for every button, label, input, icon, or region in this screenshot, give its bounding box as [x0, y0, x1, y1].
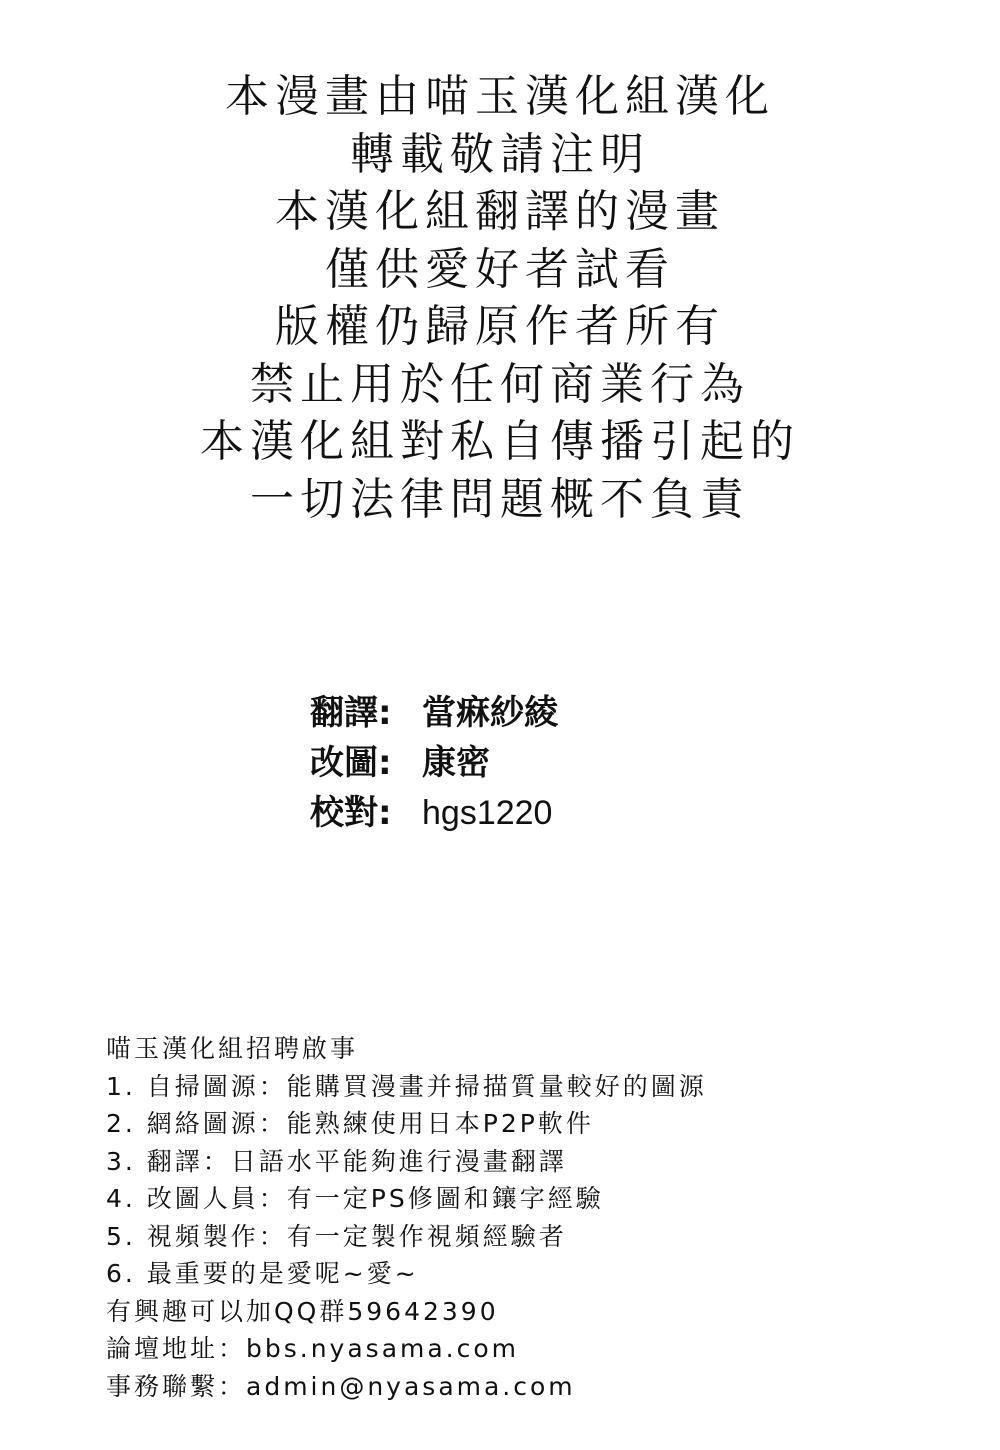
- recruit-contact-qq: 有興趣可以加QQ群59642390: [106, 1296, 499, 1326]
- credit-value: 當痳紗綾: [422, 693, 558, 733]
- credit-value: hgs1220: [422, 794, 553, 832]
- credit-label: 翻譯:: [310, 693, 392, 733]
- notice-line: 禁止用於任何商業行為: [250, 358, 750, 410]
- recruit-item: 2. 網絡圖源：能熟練使用日本P2P軟件: [106, 1109, 594, 1138]
- notice-line: 本漫畫由喵玉漢化組漢化: [225, 71, 775, 122]
- notice-line: 一切法律問題概不負責: [250, 473, 750, 525]
- credit-label: 改圖:: [310, 743, 392, 783]
- credit-translation: [310, 688, 710, 738]
- notice-line: 本漢化組翻譯的漫畫: [275, 186, 725, 237]
- credit-editing: [310, 738, 710, 788]
- recruit-item: 3. 翻譯：日語水平能夠進行漫畫翻譯: [106, 1146, 567, 1176]
- notice-line: 版權仍歸原作者所有: [275, 301, 725, 352]
- credit-proofreading: [310, 788, 710, 838]
- staff-credits: [310, 688, 710, 838]
- recruit-item: 5. 視頻製作：有一定製作視頻經驗者: [106, 1221, 567, 1251]
- notice-line: 本漢化組對私自傳播引起的: [200, 416, 800, 467]
- recruit-item: 6. 最重要的是愛呢~愛~: [106, 1259, 419, 1288]
- recruit-contact-forum: 論壇地址：bbs.nyasama.com: [106, 1334, 520, 1363]
- recruitment-notice: [106, 1030, 966, 1405]
- recruit-item: 1. 自掃圖源：能購買漫畫并掃描質量較好的圖源: [106, 1071, 707, 1101]
- recruit-item: 4. 改圖人員：有一定PS修圖和鑲字經驗: [106, 1184, 604, 1213]
- recruit-contact-email: 事務聯繫：admin@nyasama.com: [106, 1371, 576, 1401]
- credit-value: 康密: [422, 743, 490, 783]
- recruit-title: 喵玉漢化組招聘啟事: [106, 1034, 359, 1063]
- notice-line: 轉載敬請注明: [350, 128, 650, 180]
- copyright-notice: [0, 68, 1000, 528]
- credit-label: 校對:: [310, 793, 392, 833]
- notice-line: 僅供愛好者試看: [325, 243, 675, 295]
